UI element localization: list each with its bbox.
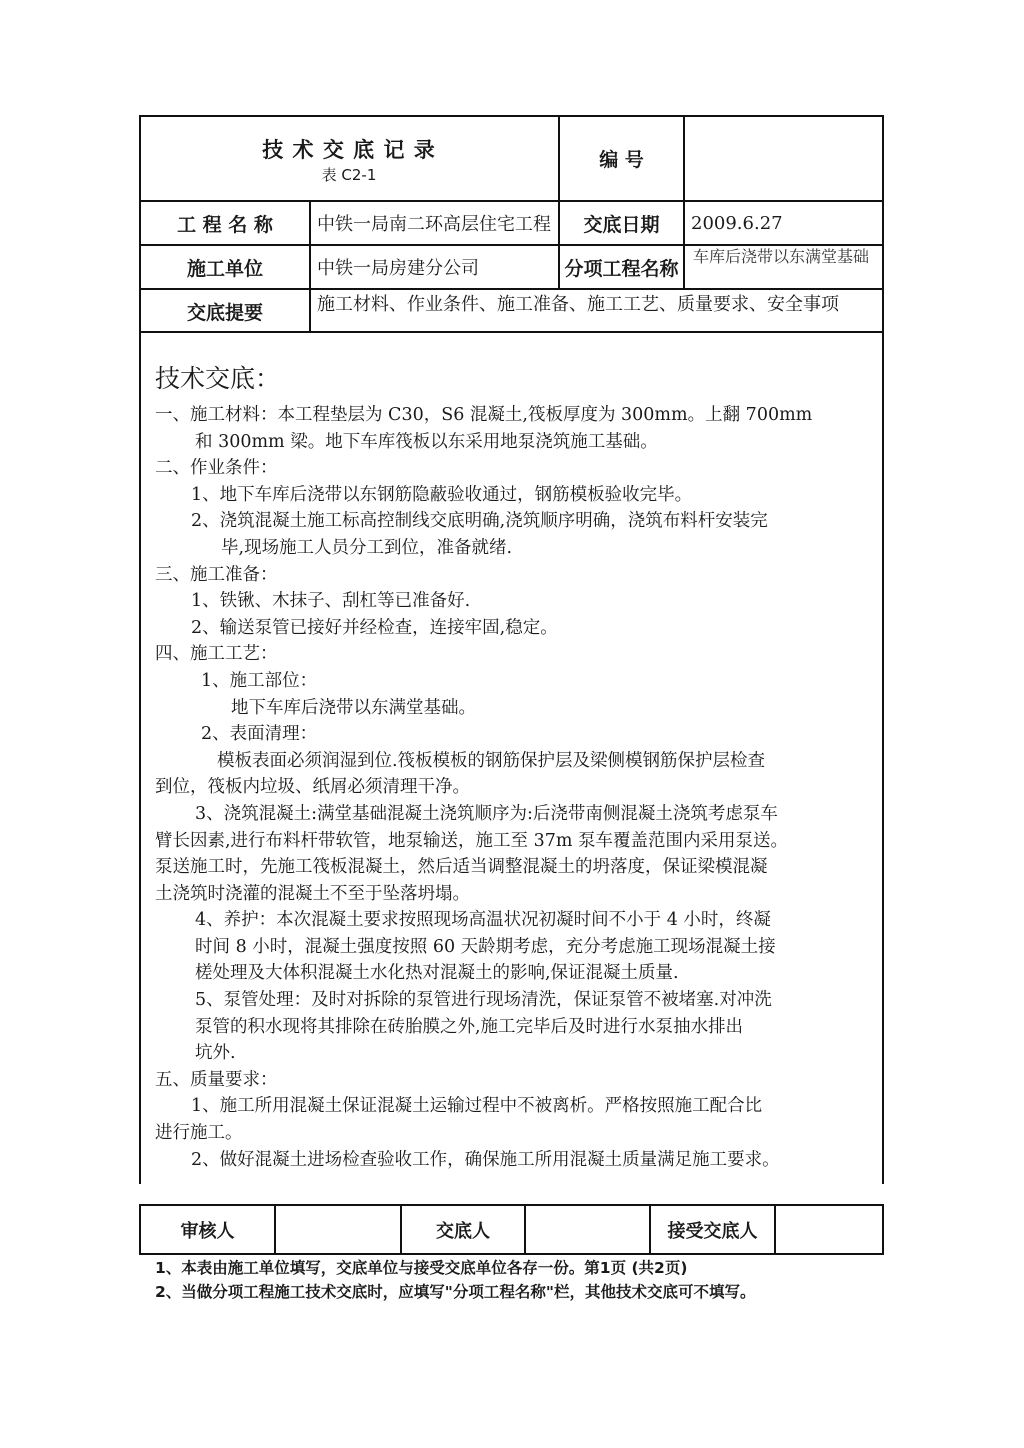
content-line: 毕,现场施工人员分工到位，准备就绪. [221,537,513,558]
footnote: 2、当做分项工程施工技术交底时，应填写"分项工程名称"栏，其他技术交底可不填写。 [155,1283,756,1301]
number-label: 编 号 [599,149,644,171]
content-line: 2、输送泵管已接好并经检查，连接牢固,稳定。 [191,617,558,638]
summary-label: 交底提要 [186,301,263,324]
receiver-label: 接受交底人 [667,1220,758,1242]
number-field[interactable] [685,117,882,200]
content-line: 2、做好混凝土进场检查验收工作，确保施工所用混凝土质量满足施工要求。 [191,1149,780,1170]
content-line: 土浇筑时浇灌的混凝土不至于坠落坍塌。 [155,883,470,904]
receiver-signature-field[interactable] [776,1206,882,1253]
discloser-signature-field[interactable] [526,1206,649,1253]
disclosure-content [155,362,875,1173]
content-line: 一、施工材料：本工程垫层为 C30，S6 混凝土,筏板厚度为 300mm。上翻 700mm [155,405,813,425]
content-line: 4、养护：本次混凝土要求按照现场高温状况初凝时间不小于 4 小时，终凝 [195,910,771,931]
content-line: 泵送施工时，先施工筏板混凝土，然后适当调整混凝土的坍落度，保证梁模混凝 [155,857,768,878]
content-line: 三、施工准备： [155,564,278,585]
content-line: 地下车库后浇带以东满堂基础。 [231,697,476,718]
content-line: 1、施工部位： [201,670,318,691]
content-line: 2、浇筑混凝土施工标高控制线交底明确,浇筑顺序明确，浇筑布料杆安装完 [191,511,768,532]
content-line: 槎处理及大体积混凝土水化热对混凝土的影响,保证混凝土质量. [195,963,679,984]
reviewer-label: 审核人 [180,1220,235,1242]
document-title: 技 术 交 底 记 录 [262,138,436,162]
project-name-label: 工 程 名 称 [177,213,273,236]
content-line: 泵管的积水现将其排除在砖胎膜之外,施工完毕后及时进行水泵抽水排出 [195,1016,744,1037]
discloser-label: 交底人 [436,1220,490,1242]
construction-unit-field[interactable]: 中铁一局房建分公司 [317,258,479,279]
disclosure-date-label: 交底日期 [583,213,660,236]
construction-unit-label: 施工单位 [186,257,263,280]
reviewer-signature-field[interactable] [276,1206,400,1253]
subproject-name-label: 分项工程名称 [564,257,679,280]
content-line: 模板表面必须润湿到位.筏板模板的钢筋保护层及梁侧模钢筋保护层检查 [217,750,766,771]
content-line: 2、表面清理： [201,724,318,745]
summary-field[interactable]: 施工材料、作业条件、施工准备、施工工艺、质量要求、安全事项 [317,294,839,315]
content-line: 5、泵管处理：及时对拆除的泵管进行现场清洗，保证泵管不被堵塞.对冲洗 [195,990,772,1011]
content-line: 到位，筏板内垃圾、纸屑必须清理干净。 [155,777,470,798]
content-line: 3、浇筑混凝土:满堂基础混凝土浇筑顺序为:后浇带南侧混凝土浇筑考虑泵车 [195,803,778,824]
content-line: 臂长因素,进行布料杆带软管，地泵输送，施工至 37m 泵车覆盖范围内采用泵送。 [155,830,789,851]
content-left-border [139,333,141,1184]
project-name-field[interactable]: 中铁一局南二环高层住宅工程 [317,214,551,235]
content-line: 二、作业条件： [155,458,278,479]
content-line: 进行施工。 [155,1123,243,1144]
content-line: 和 300mm 梁。地下车库筏板以东采用地泵浇筑施工基础。 [195,431,658,452]
footnotes [155,1256,975,1304]
disclosure-date-field[interactable]: 2009.6.27 [691,212,783,234]
content-line: 四、施工工艺： [155,644,278,665]
content-line: 坑外. [195,1043,236,1064]
content-heading: 技术交底： [155,364,281,393]
form-number: 表 C2-1 [321,166,377,184]
subproject-name-field[interactable]: 车库后浇带以东满堂基础 [692,247,869,266]
content-line: 1、施工所用混凝土保证混凝土运输过程中不被离析。严格按照施工配合比 [191,1096,763,1117]
content-line: 1、铁锹、木抹子、刮杠等已准备好. [191,591,471,612]
content-right-border [882,333,884,1184]
content-line: 时间 8 小时，混凝土强度按照 60 天龄期考虑，充分考虑施工现场混凝土接 [195,936,776,957]
content-line: 1、地下车库后浇带以东钢筋隐蔽验收通过，钢筋模板验收完毕。 [191,484,693,505]
content-line: 五、质量要求： [155,1069,278,1090]
footnote: 1、本表由施工单位填写，交底单位与接受交底单位各存一份。第1页 (共2页) [155,1259,688,1277]
